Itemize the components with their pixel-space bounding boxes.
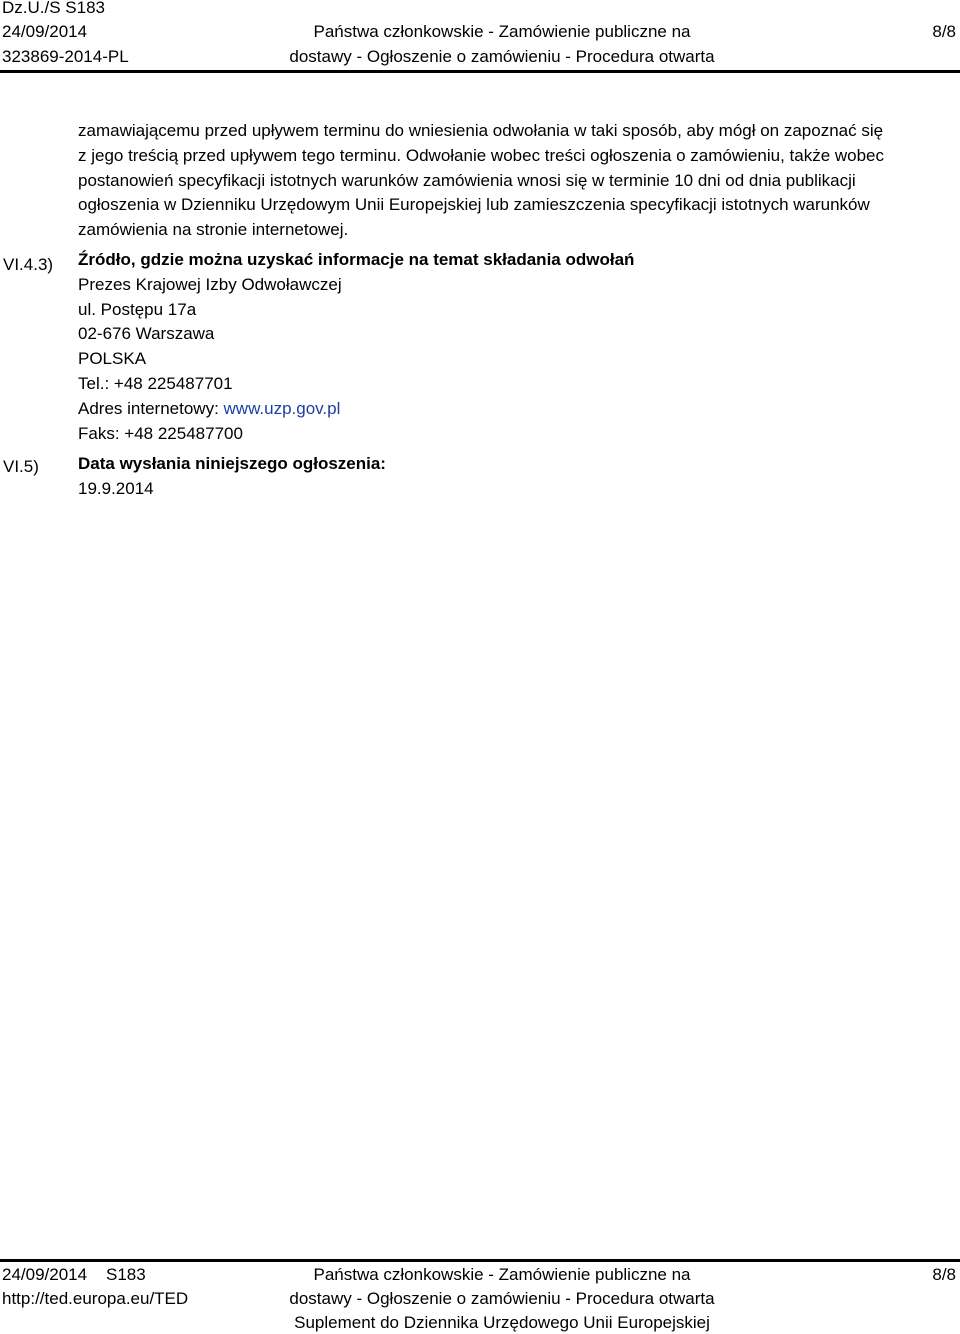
section-number-vi5: VI.5) xyxy=(3,457,39,476)
section-heading: Źródło, gdzie można uzyskać informacje na temat składania odwołań xyxy=(78,250,635,269)
web-address-row xyxy=(78,397,634,422)
paragraph-line: zamówienia na stronie internetowej. xyxy=(78,220,349,240)
header-title-line2: dostawy - Ogłoszenie o zamówieniu - Procedura otwarta xyxy=(289,47,715,66)
footer-title-line1: Państwa członkowskie - Zamówienie publiczne na xyxy=(313,1265,691,1284)
dispatch-date: 19.9.2014 xyxy=(78,478,154,498)
organisation-name: Prezes Krajowej Izby Odwoławczej xyxy=(78,274,342,294)
paragraph-line: postanowień specyfikacji istotnych warunków zamówienia wnosi się w terminie 10 dni od dnia publikacji xyxy=(78,170,856,190)
header-divider xyxy=(0,70,960,73)
section-vi5 xyxy=(78,452,386,502)
web-address-link[interactable]: www.uzp.gov.pl xyxy=(223,398,341,418)
appeal-paragraph xyxy=(78,119,938,243)
country: POLSKA xyxy=(78,349,147,369)
paragraph-line: z jego treścią przed upływem tego terminu. Odwołanie wobec treści ogłoszenia o zamówieniu, także wobec xyxy=(78,145,885,165)
header-title-line1: Państwa członkowskie - Zamówienie publiczne na xyxy=(313,22,691,41)
footer-page-number: 8/8 xyxy=(932,1265,956,1284)
header-page-number: 8/8 xyxy=(932,22,956,41)
telephone: Tel.: +48 225487701 xyxy=(78,373,233,393)
postal-city: 02-676 Warszawa xyxy=(78,324,215,344)
section-heading: Data wysłania niniejszego ogłoszenia: xyxy=(78,454,386,473)
street-address: ul. Postępu 17a xyxy=(78,299,197,319)
footer-url[interactable]: http://ted.europa.eu/TED xyxy=(2,1289,189,1308)
web-address-label: Adres internetowy: xyxy=(78,398,224,418)
document-id: 323869-2014-PL xyxy=(2,47,129,66)
fax: Faks: +48 225487700 xyxy=(78,423,243,443)
paragraph-line: ogłoszenia w Dzienniku Urzędowym Unii Europejskiej lub zamieszczenia specyfikacji istotnych warunków xyxy=(78,195,870,215)
footer-date-issue: 24/09/2014 S183 xyxy=(2,1265,146,1284)
footer-title-line3: Suplement do Dziennika Urzędowego Unii Europejskiej xyxy=(294,1313,710,1332)
section-vi43 xyxy=(78,248,634,446)
section-number-vi43: VI.4.3) xyxy=(3,255,54,274)
journal-ref: Dz.U./S S183 xyxy=(2,0,105,17)
footer-divider xyxy=(0,1259,960,1262)
header-date: 24/09/2014 xyxy=(2,22,88,41)
paragraph-line: zamawiającemu przed upływem terminu do wniesienia odwołania w taki sposób, aby mógł on zapoznać się xyxy=(78,121,884,140)
footer-title-line2: dostawy - Ogłoszenie o zamówieniu - Procedura otwarta xyxy=(289,1289,715,1308)
